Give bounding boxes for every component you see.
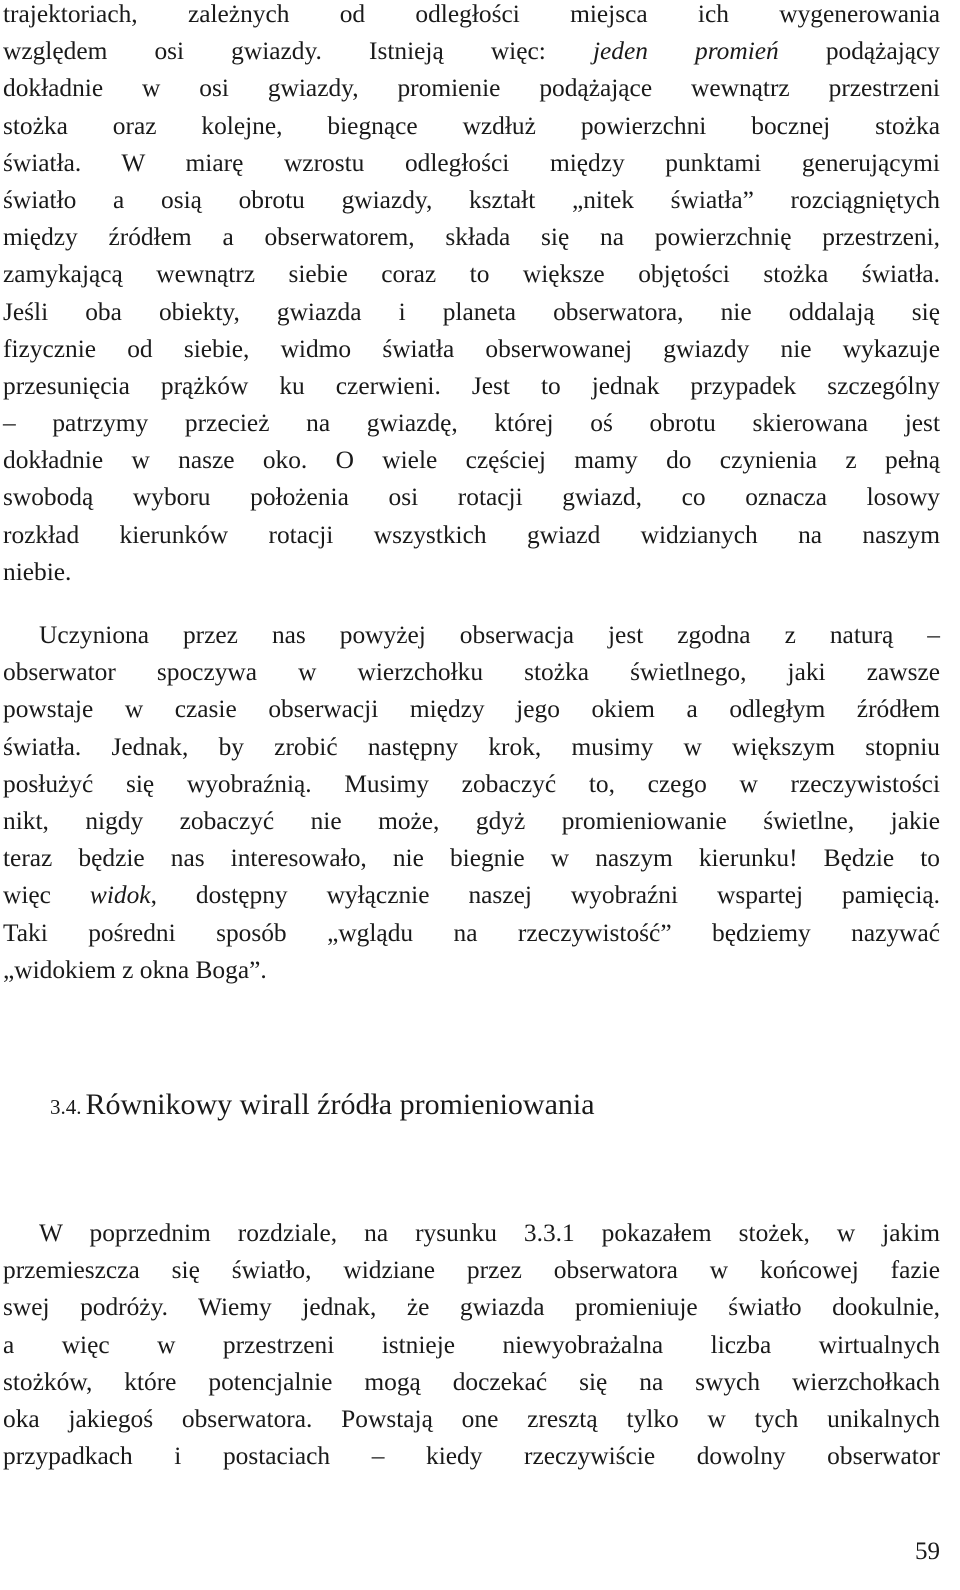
text-line-with-italic: [3, 877, 940, 914]
text-line: światła. W miarę wzrostu odległości między punktami generującymi: [3, 148, 940, 177]
text-line: – patrzymy przecież na gwiazdę, której oś obrotu skierowana jest: [3, 409, 940, 438]
text-line: przypadkach i postaciach – kiedy rzeczywiście dowolny obserwator: [3, 1442, 940, 1471]
text-segment: względem osi gwiazdy. Istnieją więc:: [3, 37, 593, 66]
text-segment: więc: [3, 881, 90, 910]
text-line: przemieszcza się światło, widziane przez obserwatora w końcowej fazie: [3, 1256, 940, 1285]
text-line: niebie.: [3, 557, 72, 586]
text-line: zamykającą wewnątrz siebie coraz to większe objętości stożka światła.: [3, 260, 940, 289]
text-line: stożka oraz kolejne, biegnące wzdłuż powierzchni bocznej stożka: [3, 111, 940, 140]
text-line: stożków, które potencjalnie mogą doczekać się na swych wierzchołkach: [3, 1367, 940, 1396]
text-line: fizycznie od siebie, widmo światła obserwowanej gwiazdy nie wykazuje: [3, 334, 940, 363]
text-line: między źródłem a obserwatorem, składa się na powierzchnię przestrzeni,: [3, 223, 940, 252]
text-line: obserwator spoczywa w wierzchołku stożka świetlnego, jaki zawsze: [3, 658, 940, 687]
text-line: nikt, nigdy zobaczyć nie może, gdyż promieniowanie świetlne, jakie: [3, 806, 940, 835]
text-line: „widokiem z okna Boga”.: [3, 955, 267, 984]
text-line: Taki pośredni sposób „wglądu na rzeczywistość” będziemy nazywać: [3, 918, 940, 947]
text-line: Jeśli oba obiekty, gwiazda i planeta obserwatora, nie oddalają się: [3, 297, 940, 326]
text-line: powstaje w czasie obserwacji między jego okiem a odległym źródłem: [3, 695, 940, 724]
text-line: Uczyniona przez nas powyżej obserwacja jest zgodna z naturą –: [39, 621, 940, 649]
text-line: teraz będzie nas interesowało, nie biegnie w naszym kierunku! Będzie to: [3, 844, 940, 873]
paragraph-2: [3, 617, 940, 989]
text-line: oka jakiegoś obserwatora. Powstają one zresztą tylko w tych unikalnych: [3, 1404, 940, 1433]
text-segment: , dostępny wyłącznie naszej wyobraźni wspartej pamięcią.: [150, 881, 940, 910]
text-segment: podążający: [778, 37, 941, 66]
paragraph-1: [3, 0, 940, 591]
text-line: dokładnie w nasze oko. O wiele częściej mamy do czynienia z pełną: [3, 446, 940, 475]
section-heading: [50, 1088, 595, 1122]
page-number: 59: [915, 1538, 940, 1565]
text-line-with-italic: [3, 33, 940, 70]
section-number: 3.4.: [50, 1095, 82, 1119]
text-line: dokładnie w osi gwiazdy, promienie podążające wewnątrz przestrzeni: [3, 74, 940, 103]
italic-phrase: jeden promień: [592, 37, 779, 66]
italic-phrase: widok: [89, 881, 151, 910]
text-line: światła. Jednak, by zrobić następny krok, musimy w większym stopniu: [3, 732, 940, 761]
text-line: światło a osią obrotu gwiazdy, kształt „nitek światła” rozciągniętych: [3, 185, 940, 214]
text-line: a więc w przestrzeni istnieje niewyobrażalna liczba wirtualnych: [3, 1330, 940, 1359]
text-line: trajektoriach, zależnych od odległości miejsca ich wygenerowania: [3, 0, 940, 28]
text-line: swej podróży. Wiemy jednak, że gwiazda promieniuje światło dookulnie,: [3, 1293, 940, 1322]
text-line: W poprzednim rozdziale, na rysunku 3.3.1 pokazałem stożek, w jakim: [39, 1219, 940, 1247]
text-line: swobodą wyboru położenia osi rotacji gwiazd, co oznacza losowy: [3, 483, 940, 512]
section-title: Równikowy wirall źródła promieniowania: [85, 1088, 595, 1121]
text-line: przesunięcia prążków ku czerwieni. Jest to jednak przypadek szczególny: [3, 371, 940, 400]
paragraph-3: [3, 1215, 940, 1475]
text-line: rozkład kierunków rotacji wszystkich gwiazd widzianych na naszym: [3, 520, 940, 549]
text-line: posłużyć się wyobraźnią. Musimy zobaczyć to, czego w rzeczywistości: [3, 769, 940, 798]
